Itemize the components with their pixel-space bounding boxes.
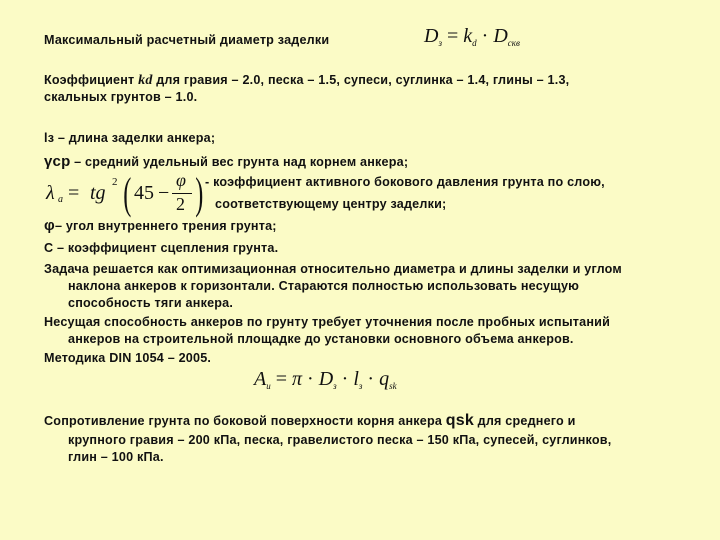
text-fragment: для среднего и: [473, 414, 576, 428]
formula-dot: ·: [362, 368, 380, 390]
formula-phi: φ: [176, 170, 186, 190]
formula-denominator: 2: [176, 194, 185, 214]
formula-anchor-capacity: [254, 368, 397, 391]
text-line-cohesion: С – коэффициент сцепления грунта.: [44, 241, 279, 255]
formula-minus: −: [158, 182, 170, 204]
text-fragment: – угол внутреннего трения грунта;: [54, 219, 277, 233]
text-line-din: Методика DIN 1054 – 2005.: [44, 351, 212, 365]
formula-symbol-l: l: [353, 368, 359, 390]
formula-symbol-d: D: [318, 368, 334, 390]
formula-embedment-diameter: [424, 25, 520, 48]
text-line-rock-soils: скальных грунтов – 1.0.: [44, 90, 198, 104]
symbol-qsk: qsk: [445, 412, 474, 429]
formula-equals: =: [270, 368, 292, 390]
text-line-capacity: способность тяги анкера.: [68, 296, 234, 310]
formula-subscript: sk: [389, 381, 397, 391]
text-fragment: для гравия – 2.0, песка – 1.5, супеси, суглинка – 1.4, глины – 1.3,: [152, 73, 570, 87]
text-line-coefficient: [44, 72, 569, 89]
formula-subscript: з: [358, 381, 363, 391]
formula-symbol-a: A: [254, 368, 267, 390]
text-line-side-resistance: [44, 413, 576, 429]
text-line-site-tests: анкеров на строительной площадке до установки основного объема анкеров.: [68, 332, 574, 346]
text-line-gravel-values: крупного гравия – 200 кПа, песка, гравелистого песка – 150 кПа, супесей, суглинков,: [68, 433, 612, 447]
formula-dot: ·: [476, 25, 494, 47]
formula-symbol-q: q: [379, 368, 390, 390]
symbol-phi: φ: [44, 217, 55, 234]
formula-subscript: з: [333, 381, 337, 391]
formula-number-45: 45: [134, 182, 154, 204]
text-line-friction-angle: [44, 218, 277, 234]
text-line-optimization: Задача решается как оптимизационная относительно диаметра и длины заделки и углом: [44, 262, 622, 276]
text-line-bearing-capacity: Несущая способность анкеров по грунту требует уточнения после пробных испытаний: [44, 315, 611, 329]
text-line-max-diameter: Максимальный расчетный диаметр заделки: [44, 33, 330, 47]
text-fragment: – средний удельный вес грунта над корнем анкера;: [70, 155, 409, 169]
formula-dot: ·: [336, 368, 354, 390]
formula-subscript: з: [438, 38, 442, 48]
formula-symbol-k: k: [463, 25, 473, 47]
formula-equals: =: [441, 25, 464, 47]
formula-pi: π: [292, 368, 303, 390]
formula-right-paren: ): [195, 169, 204, 218]
text-line-embedment-length: lз – длина заделки анкера;: [44, 131, 216, 145]
formula-equals: =: [68, 182, 80, 204]
formula-subscript: a: [58, 194, 63, 205]
text-line-active-pressure-coef: - коэффициент активного бокового давления грунта по слою,: [205, 175, 605, 189]
text-fragment: Коэффициент: [44, 73, 139, 87]
formula-subscript: скв: [507, 38, 520, 48]
symbol-gamma: γср: [44, 153, 71, 170]
symbol-kd: kd: [138, 73, 153, 88]
formula-active-pressure: [46, 169, 204, 218]
text-fragment: Сопротивление грунта по боковой поверхности корня анкера: [44, 414, 446, 428]
formula-symbol-d: D: [493, 25, 508, 47]
text-line-inclination: наклона анкеров к горизонтали. Стараются полностью использовать несущую: [68, 279, 580, 293]
formula-tg: tg: [90, 182, 106, 204]
formula-subscript: d: [472, 38, 477, 48]
formula-exponent: 2: [112, 176, 118, 188]
text-line-embedment-center: соответствующему центру заделки;: [215, 197, 447, 211]
formula-dot: ·: [302, 368, 319, 390]
text-line-unit-weight: [44, 154, 408, 170]
formula-symbol-lambda: λ: [46, 182, 55, 204]
formula-symbol-d: D: [424, 25, 439, 47]
formula-left-paren: (: [123, 169, 132, 218]
formula-subscript: u: [266, 381, 271, 391]
text-line-clay-values: глин – 100 кПа.: [68, 450, 164, 464]
